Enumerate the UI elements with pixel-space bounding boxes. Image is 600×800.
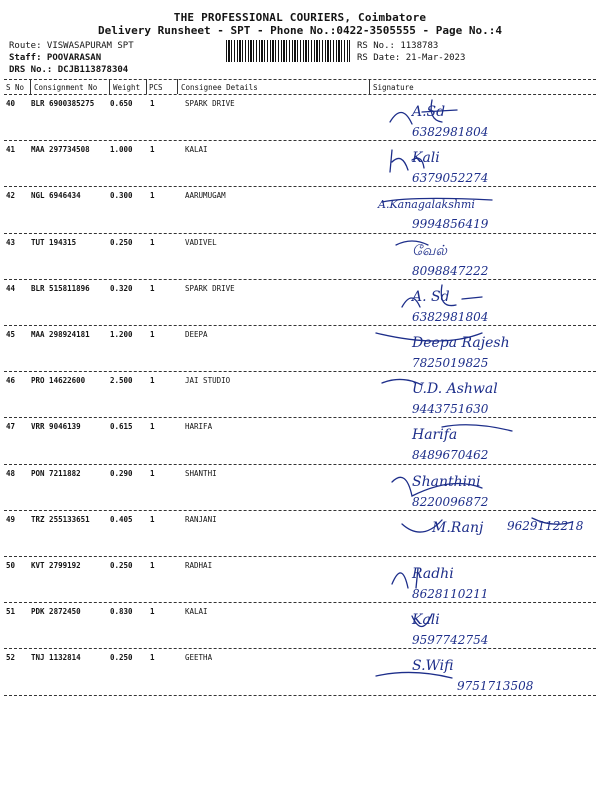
row-weight: 0.290 [110,468,133,478]
rs-number-label: RS No.: 1138783 [357,41,439,51]
signature-name: A. Sd [412,288,450,305]
signature-area [372,235,594,281]
row-sno: 45 [6,330,16,339]
row-divider [4,648,596,649]
company-title: THE PROFESSIONAL COURIERS, Coimbatore [173,11,427,24]
row-divider [4,279,596,280]
col-divider [177,79,178,94]
row-sno: 40 [6,99,16,108]
row-pcs: 1 [150,607,155,617]
row-sno: 51 [6,607,16,617]
row-pcs: 1 [150,514,155,524]
row-consignee: RANJANI [185,514,217,524]
row-consignee: SHANTHI [185,468,217,478]
row-pcs: 1 [150,330,155,339]
row-consignee: SPARK DRIVE [185,283,235,293]
row-divider [4,602,596,603]
drs-label: DRS No.: DCJB113878304 [9,65,129,75]
signature-name: Harifa [412,427,458,444]
row-consignment: KVT 2799192 [31,561,81,570]
col-divider [109,79,110,94]
signature-area [372,419,594,465]
signature-phone: 7825019825 [412,356,489,370]
col-consignee: Consignee Details [181,83,258,92]
row-consignee: HARIFA [185,422,213,432]
row-weight: 0.250 [110,237,133,247]
signature-drawing [372,327,594,373]
signature-drawing [372,235,594,281]
row-consignment: BLR 6900385275 [31,99,95,108]
staff-label: Staff: POOVARASAN [9,53,102,63]
row-pcs: 1 [150,468,155,478]
signature-phone: 9629112218 [507,518,584,533]
col-consignment: Consignment No [34,83,98,92]
signature-area [372,96,594,142]
row-weight: 0.250 [110,561,133,570]
signature-name: A.Kanagalakshmi [378,198,475,212]
row-pcs: 1 [150,237,155,247]
signature-area [372,650,594,696]
signature-phone: 9751713508 [457,679,534,694]
signature-phone: 6382981804 [412,125,489,139]
col-sno: S No [6,83,25,92]
row-consignee: RADHAI [185,561,213,570]
row-consignee: KALAI [185,145,208,155]
signature-area [372,188,594,234]
signature-phone: 8220096872 [412,494,489,509]
row-consignment: BLR 515811896 [31,283,90,293]
barcode-image [226,40,350,62]
row-pcs: 1 [150,99,155,108]
row-sno: 50 [6,561,16,570]
signature-name: Kali [412,612,440,629]
row-sno: 49 [6,514,16,524]
row-divider [4,233,596,234]
row-divider [4,325,596,326]
signature-phone: 8098847222 [412,263,489,278]
signature-name: Kali [412,150,440,167]
signature-phone: 8489670462 [412,448,489,463]
row-divider [4,186,596,187]
row-pcs: 1 [150,376,155,386]
row-consignee: KALAI [185,607,208,617]
row-consignee: VADIVEL [185,237,217,247]
row-sno: 46 [6,376,16,386]
signature-drawing [372,96,594,142]
signature-area [372,327,594,373]
row-pcs: 1 [150,653,155,663]
route-label: Route: VISWASAPURAM SPT [9,41,134,51]
signature-drawing [372,512,594,558]
row-sno: 48 [6,468,16,478]
signature-drawing [372,466,594,512]
signature-drawing [372,419,594,465]
row-consignment: PDK 2872450 [31,607,81,617]
rs-date-label: RS Date: 21-Mar-2023 [357,53,466,63]
signature-phone: 9994856419 [412,217,489,232]
row-weight: 0.320 [110,283,133,293]
row-sno: 44 [6,283,16,293]
signature-area [372,281,594,327]
row-weight: 0.300 [110,191,133,201]
row-pcs: 1 [150,422,155,432]
row-weight: 1.200 [110,330,133,339]
signature-drawing [372,650,594,696]
row-pcs: 1 [150,283,155,293]
col-divider [146,79,147,94]
row-consignment: TNJ 1132814 [31,653,81,663]
signature-drawing [372,558,594,604]
row-consignment: TUT 194315 [31,237,77,247]
signature-name: வேல் [412,242,447,259]
col-weight: Weight [113,83,141,92]
row-divider [4,695,596,696]
signature-phone: 6382981804 [412,309,489,324]
signature-phone: 8628110211 [412,587,489,601]
signature-name: U.D. Ashwal [412,381,498,398]
header-bottom-rule [4,94,596,95]
row-consignment: NGL 6946434 [31,191,81,201]
signature-name: M.Ranj [432,519,484,536]
row-consignee: DEEPA [185,330,208,339]
signature-name: Shanthini [412,473,481,490]
row-divider [4,140,596,141]
row-consignee: GEETHA [185,653,213,663]
row-weight: 0.615 [110,422,133,432]
row-divider [4,371,596,372]
signature-drawing [372,604,594,650]
row-consignment: TRZ 255133651 [31,514,90,524]
row-sno: 41 [6,145,16,155]
row-divider [4,417,596,418]
signature-name: Radhi [412,566,454,582]
row-consignment: PON 7211882 [31,468,81,478]
row-consignment: VRR 9046139 [31,422,81,432]
signature-phone: 9597742754 [412,633,489,648]
row-consignment: MAA 298924181 [31,330,90,339]
row-sno: 52 [6,653,16,663]
header-top-rule [4,79,596,80]
row-weight: 2.500 [110,376,133,386]
row-weight: 0.405 [110,514,133,524]
row-consignment: MAA 297734508 [31,145,90,155]
row-sno: 47 [6,422,16,432]
row-divider [4,464,596,465]
signature-drawing [372,281,594,327]
signature-area [372,373,594,419]
signature-phone: 6379052274 [412,171,489,186]
signature-area [372,512,594,558]
col-divider [30,79,31,94]
signature-area [372,604,594,650]
row-weight: 1.000 [110,145,133,155]
row-consignee: AARUMUGAM [185,191,226,201]
signature-drawing [372,373,594,419]
row-consignee: SPARK DRIVE [185,99,235,108]
signature-drawing [372,188,594,234]
signature-drawing [372,142,594,188]
signature-name: Deepa Rajesh [412,335,510,351]
row-consignee: JAI STUDIO [185,376,231,386]
signature-area [372,558,594,604]
row-divider [4,510,596,511]
col-signature: Signature [373,83,414,92]
row-weight: 0.250 [110,653,133,663]
col-pcs: PCS [149,83,163,92]
row-sno: 43 [6,237,16,247]
signature-area [372,142,594,188]
row-pcs: 1 [150,561,155,570]
signature-name: A.Sd [412,104,446,120]
row-sno: 42 [6,191,16,201]
signature-phone: 9443751630 [412,402,489,417]
signature-name: S.Wifi [412,658,454,675]
col-divider [369,79,370,94]
row-pcs: 1 [150,191,155,201]
runsheet-subtitle: Delivery Runsheet - SPT - Phone No.:0422-3505555 - Page No.:4 [98,24,502,37]
row-weight: 0.830 [110,607,133,617]
row-weight: 0.650 [110,99,133,108]
signature-area [372,466,594,512]
row-consignment: PRO 14622600 [31,376,86,386]
row-pcs: 1 [150,145,155,155]
row-divider [4,556,596,557]
